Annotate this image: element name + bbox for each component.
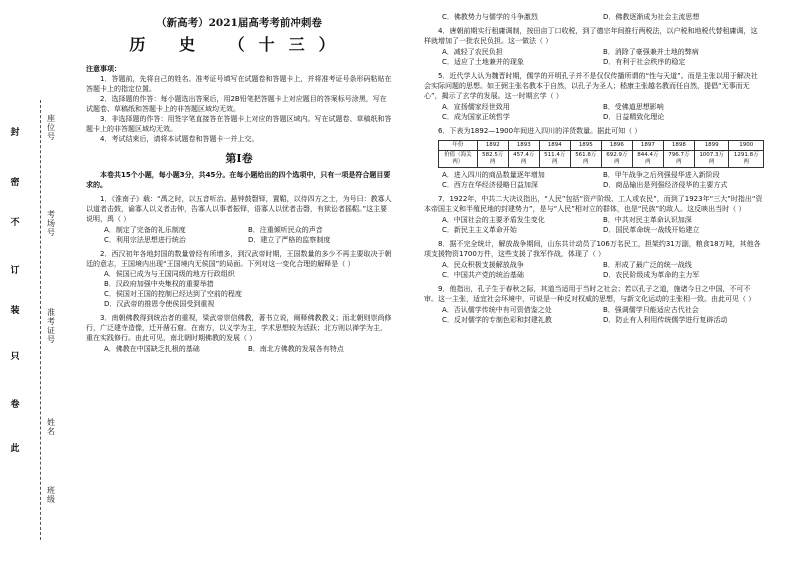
answer-option: B．受佛道思想影响 — [603, 103, 664, 111]
table-cell: 582.5万两 — [477, 151, 508, 168]
answer-option: A．佛教在中国缺乏扎根的基础 — [104, 345, 200, 353]
answer-option: D．有利于社会秩序的稳定 — [603, 58, 686, 66]
binding-char: 订 — [10, 266, 20, 276]
table-cell: 796.7万两 — [663, 151, 694, 168]
answer-option: C．成为国家正统哲学 — [442, 113, 510, 121]
table-header-cell: 年份 — [439, 141, 478, 151]
table-header-cell: 1898 — [663, 141, 694, 151]
note-item: 3．非选择题的作答：用签字笔直接答在答题卡上对应的答题区域内。写在试题卷、草稿纸和答题卡上的非答题区域均无效。 — [86, 115, 392, 133]
answer-option: A．中国社会的主要矛盾发生变化 — [442, 216, 545, 224]
answer-option: C．中国共产党的统治基础 — [442, 271, 524, 279]
exam-title: （新高考）2021届高考考前冲刺卷 — [156, 17, 322, 29]
binding-dashed-line — [40, 100, 41, 540]
question — [424, 126, 764, 190]
answer-option: C．西方在华经济侵略日益加深 — [442, 181, 538, 189]
answer-option: C．适应了土地兼并的现象 — [442, 58, 524, 66]
question-stem: 9．他指出，孔子生于春秋之际，其道当适用于当时之社会；若以孔子之道，施诸今日之中国，不可不审。这一主张，适宜社会环境中，可说是一种反对权威的思想，与新文化运动的主张相一致。由此可见（ ） — [424, 285, 756, 303]
exam-room-label: 考场号 — [47, 210, 55, 237]
option-list — [424, 102, 764, 122]
question — [86, 313, 392, 354]
question-stem: 6．下表为1892—1900年间进入四川的洋货数量。据此可知（ ） — [438, 127, 642, 135]
question — [424, 12, 764, 22]
binding-char: 密 — [10, 178, 20, 188]
left-question-list — [86, 194, 392, 354]
answer-option: D．商品输出是列强经济侵华的主要方式 — [603, 181, 728, 189]
note-item: 2．选择题的作答：每小题选出答案后，用2B铅笔把答题卡上对应题目的答案标号涂黑，写在试题卷、草稿纸和答题卡上的非答题区域均无效。 — [86, 95, 387, 113]
binding-char: 不 — [10, 218, 20, 228]
answer-option: A．宣扬儒家经世致用 — [442, 103, 510, 111]
binding-char: 此 — [10, 444, 20, 454]
answer-option: C．利用宗法思想进行统治 — [104, 236, 186, 244]
section-title: 第Ⅰ卷 — [225, 152, 253, 165]
note-item: 4．考试结束后，请将本试题卷和答题卡一并上交。 — [100, 135, 259, 143]
section-intro: 本卷共15个小题，每小题3分，共45分。在每小题给出的四个选项中，只有一项是符合题目要求的。 — [86, 171, 391, 189]
answer-option: D．国民革命统一战线开始建立 — [603, 226, 700, 234]
table-header-cell: 1893 — [508, 141, 539, 151]
seat-number-label: 座位号 — [47, 114, 55, 141]
answer-option: B．汉政府加强中央集权的重要举措 — [104, 280, 214, 288]
name-field[interactable] — [44, 418, 58, 436]
question-stem: 4．唐朝前期实行租庸调制，按田亩丁口收税，到了德宗年间推行两税法，以户税和地税代替租庸调，这样就增加了一批农民负担。这一做法（ ） — [424, 27, 758, 45]
table-cell: 511.4万两 — [539, 151, 570, 168]
ticket-number-field[interactable] — [44, 308, 58, 344]
exam-room-field[interactable] — [44, 210, 58, 237]
question-stem: 5．近代学人认为魏晋时期，儒学的开明孔子并不是仅仅传播所谓的“性与天道”。而是主张以用于解决社会实际问题的思想。如王弼主张名教本于自然，以孔子为圣人；嵇康主张越名教而任自然，提倡“无事而无心”，揭示了玄学的发展。这一时期玄学（ ） — [424, 72, 758, 100]
answer-option: D．汉武帝的推恩令使侯国受到重视 — [104, 300, 215, 308]
table-header-cell: 1896 — [601, 141, 632, 151]
answer-option: A．减轻了农民负担 — [442, 48, 503, 56]
class-label: 班级 — [47, 486, 55, 504]
option-list — [424, 170, 764, 190]
option-list — [424, 305, 764, 325]
answer-option: A．进入四川的商品数量逐年增加 — [442, 171, 545, 179]
question — [424, 71, 764, 122]
question — [86, 194, 392, 245]
table-cell: 1007.3万两 — [694, 151, 729, 168]
answer-option: D．建立了严格的监察制度 — [248, 236, 331, 244]
ticket-number-label: 准考证号 — [47, 308, 55, 344]
binding-char: 只 — [10, 352, 20, 362]
table-cell: 1291.8万两 — [729, 151, 764, 168]
answer-option: C．反对儒学的专制色彩和封建礼教 — [442, 316, 552, 324]
question-stem: 3．南朝佛教得到统治者的重视，梁武帝崇信佛教，著书立说，阐释佛教教义；而北朝则崇尚修行，广泛建寺造像，迁开凿石窟。在南方，以义学为主，学术思想较为活跃；北方则以禅学为主，重在实践修行。由此可见，南北朝时期佛教的发展（ ） — [86, 314, 392, 342]
question — [424, 26, 764, 67]
answer-option: D．防止有人利用传统儒学进行复辟活动 — [603, 316, 728, 324]
binding-char: 封 — [10, 128, 20, 138]
option-list — [86, 344, 392, 354]
import-value-table — [438, 140, 764, 168]
question — [424, 194, 764, 235]
option-list — [86, 225, 392, 245]
answer-option: C．佛教势力与儒学的斗争激烈 — [442, 13, 538, 21]
answer-option: B．消除了豪强兼并土地的弊病 — [603, 48, 699, 56]
answer-option: C．侯国对王国的控制已经达到了空前的程度 — [104, 290, 242, 298]
table-header-cell: 1899 — [694, 141, 729, 151]
class-field[interactable] — [44, 486, 58, 504]
option-list — [424, 215, 764, 235]
note-item: 1．答题前，先将自己的姓名、准考证号填写在试题卷和答题卡上，并将准考证号条形码粘贴在答题卡上的指定位置。 — [86, 75, 392, 93]
binding-strip — [0, 0, 64, 562]
question-stem: 7．1922年，中共二大决议指出，“人民”包括“资产阶级、工人或农民”，而到了1923年“三大”时指出“资本帝国主义和半殖民地的封建势力”，是与“人民”相对立的群体，也是“民族”的敌人。这反映出当时（ ） — [424, 195, 763, 213]
question-stem: 2．西汉初年各地封国的数量曾经有所增多，到汉武帝时期，王国数量的多少不再主要取决于朝廷的意志，王国境内出现“王国境内无侯国”的局面。下列对这一变化合理的解释是（ ） — [86, 250, 392, 268]
binding-char: 装 — [10, 306, 20, 316]
notes-title: 注意事项： — [86, 65, 121, 73]
table-header-cell: 1897 — [632, 141, 663, 151]
right-question-list — [424, 12, 764, 325]
table-header-cell: 1892 — [477, 141, 508, 151]
table-cell: 457.4万两 — [508, 151, 539, 168]
answer-option: B．形成了最广泛的统一战线 — [603, 261, 692, 269]
answer-option: A．否认儒学传统中有可资借鉴之处 — [442, 306, 552, 314]
question-stem: 1．《淮南子》载：“禹之时，以五音听治。悬钟鼓磬铎，置鞀，以待四方之士，为号曰：教寡人以道者击鼓，谕寡人以义者击钟，告寡人以事者振铎，语寡人以忧者击磬，有狱讼者摇鞀。”这主要说明，禹（ ） — [86, 195, 392, 223]
name-label: 姓名 — [47, 418, 55, 436]
table-header-cell: 1900 — [729, 141, 764, 151]
answer-option: A．制定了完备的礼乐制度 — [104, 226, 186, 234]
left-column — [86, 0, 392, 354]
table-row-label: 价值（海关两） — [439, 151, 478, 168]
option-list — [424, 47, 764, 67]
answer-option: B．甲午战争之后列强侵华进入新阶段 — [603, 171, 720, 179]
answer-option: C．新民主主义革命开始 — [442, 226, 517, 234]
option-list — [86, 269, 392, 309]
option-list — [424, 260, 764, 280]
table-cell: 692.9万两 — [601, 151, 632, 168]
table-header-cell: 1894 — [539, 141, 570, 151]
question — [424, 284, 764, 325]
subject-title: 历 史 （十三） — [129, 35, 349, 54]
answer-option: D．农民阶级成为革命的主力军 — [603, 271, 700, 279]
answer-option: D．日益精致化理论 — [603, 113, 665, 121]
answer-option: B．强调儒学只能适应古代社会 — [603, 306, 699, 314]
answer-option: B．南北方佛教的发展各有特点 — [248, 345, 344, 353]
seat-number-field[interactable] — [44, 114, 58, 141]
question — [86, 249, 392, 309]
question — [424, 239, 764, 280]
answer-option: A．侯国已成为与王国同级的地方行政组织 — [104, 270, 235, 278]
answer-option: B．中共对民主革命认识加深 — [603, 216, 692, 224]
table-header-cell: 1895 — [570, 141, 601, 151]
binding-char: 卷 — [10, 400, 20, 410]
right-column — [424, 8, 764, 325]
option-list — [424, 12, 764, 22]
table-cell: 844.4万两 — [632, 151, 663, 168]
answer-option: B．注重倾听民众的声音 — [248, 226, 323, 234]
answer-option: D．佛教逐渐成为社会主流思想 — [603, 13, 700, 21]
table-cell: 561.8万两 — [570, 151, 601, 168]
answer-option: A．民众积极支援解放战争 — [442, 261, 524, 269]
question-stem: 8．据不完全统计，解放战争期间，山东共计动员了106万名民工，担架约31万副，粮食18万吨，其他各项支援物资1700万件，这些支援了我军作战，体现了（ ） — [424, 240, 761, 258]
